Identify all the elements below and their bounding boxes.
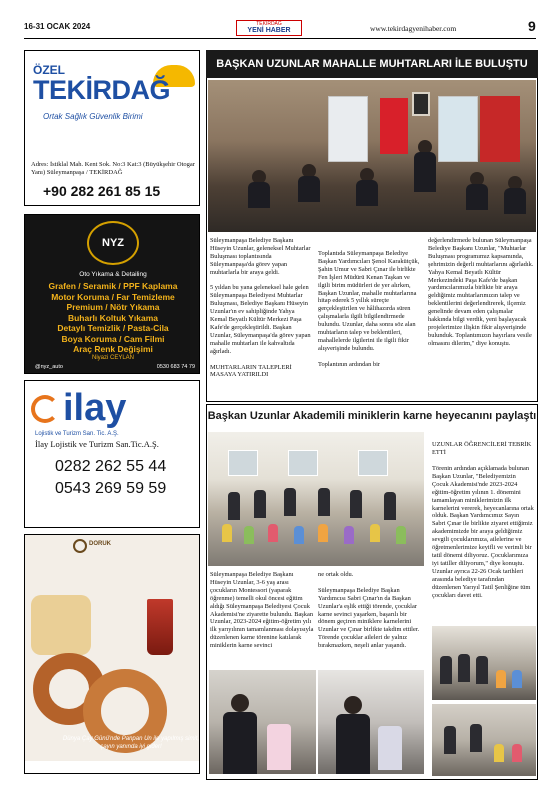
article-2-headline: Başkan Uzunlar Akademili miniklerin karne heyecanını paylaştı	[207, 410, 537, 422]
attendee	[458, 654, 470, 682]
ad-phone-2: 0543 269 59 59	[55, 480, 167, 497]
masthead-logo-main: YENİ HABER	[247, 27, 291, 34]
parent	[254, 490, 266, 518]
ad-owner: Niyazi CEYLAN	[91, 355, 134, 361]
deputy-mayor	[344, 696, 362, 714]
ilay-swoosh-icon	[31, 395, 59, 423]
service-item: Araç Renk Değişimi	[73, 344, 153, 354]
article-2-photo-ceremony	[432, 704, 536, 776]
doruk-brand: DORUK	[89, 541, 111, 547]
article-2-column-2: ne ortak oldu. Süleymanpaşa Belediye Başkan Yardımcısı Sabri Çınar'ın da Başkan Uzunlar'a eşlik ettiği törende, çocuklar karne sevinci yaşarken, başarılı bir dönem geçiren miniklere karnelerini Uzunlar ve Çınar birlikte takdim ettiler. Törende çocuklar aileleri de yalnız bırakmazken, neşeli anlar yaşandı.	[318, 571, 420, 650]
masthead-logo	[236, 20, 302, 36]
attendee	[470, 724, 482, 752]
page-number: 9	[528, 18, 536, 34]
child	[344, 526, 354, 544]
ad-ilay-lojistik[interactable]	[24, 380, 200, 528]
attendee	[466, 184, 488, 210]
article-2-photo-mayor-child	[209, 670, 316, 774]
wheat-image	[31, 595, 91, 655]
backdrop-banner	[480, 96, 520, 162]
ad-ozel-tekirdag-osgb[interactable]	[24, 50, 200, 206]
parent	[228, 492, 240, 520]
ad-doruk-simit[interactable]	[24, 534, 200, 774]
service-item: Boya Koruma / Cam Filmi	[61, 333, 165, 344]
attendee	[504, 188, 526, 214]
child	[512, 670, 522, 688]
ad-slogan: Dünya Çay Günü'nde Panpan Un ile yapılmış simit, çayın yanında iyi gider!	[62, 736, 200, 750]
classroom-window	[358, 450, 388, 476]
service-item: Motor Koruma / Far Temizleme	[51, 291, 175, 302]
service-item: Grafen / Seramik / PPF Kaplama	[48, 281, 178, 291]
backdrop-banner	[328, 96, 368, 162]
parent	[384, 492, 396, 520]
article-1-headline: BAŞKAN UZUNLAR MAHALLE MUHTARLARI İLE BULUŞTU	[206, 50, 538, 78]
ad-phone: 0530 683 74 79	[156, 364, 195, 370]
turkish-flag	[380, 98, 408, 154]
ad-phone: +90 282 261 85 15	[43, 183, 161, 199]
article-2-photo	[208, 432, 424, 566]
header-divider	[24, 38, 536, 39]
ad-subtitle: Ortak Sağlık Güvenlik Birimi	[43, 112, 143, 121]
mayor	[231, 694, 249, 712]
child	[244, 526, 254, 544]
ad-phone-1: 0282 262 55 44	[55, 458, 167, 475]
child	[378, 726, 402, 770]
nyz-logo-text: NYZ	[102, 237, 124, 249]
article-2-subheading: UZUNLAR ÖĞRENCİLERİ TEBRİK ETTİ	[432, 441, 532, 456]
tea-glass-image	[147, 599, 173, 655]
ad-footer-strip	[25, 761, 200, 774]
ad-company-name: İlay Lojistik ve Turizm San.Tic.A.Ş.	[35, 439, 159, 449]
article-2-column-3: Törenin ardından açıklamada bulunan Başkan Uzunlar, "Belediyemizin Çocuk Akademisi'nde 2023-2024 eğitim-öğretim yılının 1. dönemini tamamlayan miniklerimizin ilk karnelerini vererek, heyecanlarına ortak olduk. Başkan Yardımcımız Sayın Sabri Çınar ile birlikte ziyaret ettiğimiz akademimizde bir araya geldiğimiz sevgili çocuklarımıza, ailelerine ve öğretmenlerimize keyifli ve verimli bir tatil dönemi diliyoruz. Çocuklarımıza iyi tatiller diliyorum," diye konuştu. Uzunlar ayrıca 22-26 Ocak tarihleri arasında belediye tarafından düzenlenen Yarıyıl Tatil Şenliğine tüm çocukları davet etti.	[432, 465, 534, 599]
ad-brand-main: TEKİRDAĞ	[33, 75, 170, 105]
wall-portrait	[412, 92, 430, 116]
child	[512, 744, 522, 762]
child	[294, 526, 304, 544]
instagram-handle[interactable]: @nyz_auto	[35, 364, 63, 370]
service-list	[25, 281, 201, 344]
service-item: Buharlı Koltuk Yıkama	[67, 312, 159, 323]
attendee	[476, 656, 488, 684]
website-url[interactable]: www.tekirdagyenihaber.com	[370, 24, 457, 33]
ad-contact	[35, 364, 195, 370]
doruk-logo-icon	[73, 539, 87, 553]
article-1-column-1: Süleymanpaşa Belediye Başkanı Hüseyin Uzunlar, geleneksel Muhtarlar Buluşması toplantısında Süleymanpaşa'da görev yapan muhtarlarla bir araya geldi. 5 yıldan bu yana geleneksel hale gelen Süleymanpaşa Belediyesi Muhtarlar Buluşması, Belediye Başkanı Hüseyin Uzunlar'ın ev sahipliğinde Yahya Kemal Beyatlı Kültür Merkezi Paşa Kafe'de gerçekleştirildi. Başkan Uzunlar, Süleymanpaşa'da görev yapan mahalle muhtarları ile kahvaltıda ağırladı. MUHTARLARIN TALEPLERİ MASAYA YATIRILDI	[210, 237, 311, 379]
ad-nyz-auto[interactable]	[24, 214, 200, 374]
mayor	[223, 712, 257, 774]
service-item: Premium / Nötr Yıkama	[66, 302, 160, 312]
issue-date: 16-31 OCAK 2024	[24, 22, 91, 31]
child	[396, 526, 406, 544]
child	[370, 524, 380, 542]
speaker	[414, 152, 436, 192]
ad-title: Oto Yıkama & Detailing	[79, 271, 147, 278]
article-2-photo-deputy-child	[318, 670, 424, 774]
classroom-window	[288, 450, 318, 476]
ad-tagline: Lojistik ve Turizm San. Tic. A.Ş.	[35, 431, 119, 437]
article-2-photo-group	[432, 626, 536, 700]
attendee	[440, 656, 452, 684]
classroom-window	[228, 450, 258, 476]
child	[496, 670, 506, 688]
parent	[284, 488, 296, 516]
child	[222, 524, 232, 542]
masthead-logo-small: TEKİRDAĞ	[256, 21, 282, 27]
article-1-column-3: değerlendirmede bulunan Süleymanpaşa Belediye Başkanı Uzunlar, "Muhtarlar Buluşması programımız kapsamında, şehrimizin değerli muhtarlarını ağırladık. Yahya Kemal Beyatlı Kültür Merkezindeki Paşa Kafe'de başkan yardımcılarımızla birlikte bir araya geldiğimiz muhtarlarımızın talep ve beklentilerini değerlendirerek, ilçemiz genelinde devam eden çalışmalar hakkında bilgi verdik, yeni başlayacak projelerimize ilişkin fikir alışverişinde bulunduk. Toplantımızın hayırlara vesile olmasını dilerim," diye konuştu.	[428, 237, 534, 347]
deputy-mayor	[336, 714, 370, 774]
parent	[318, 488, 330, 516]
backdrop-banner	[438, 96, 478, 162]
article-2-column-1: Süleymanpaşa Belediye Başkanı Hüseyin Uzunlar, 3-6 yaş arası çocukların Montessori (yaparak öğrenme) temelli okul öncesi eğitim aldığı Süleymanpaşa Belediyesi Çocuk Akademisi'ne ziyarette bulundu. Başkan Uzunlar, 2023-2024 eğitim-öğretim yılı ilk yarıyılının tamamlanması dolayısıyla düzenlenen karne törenine katılarak miniklerin karne sevinci	[210, 571, 314, 650]
service-item-last-wrap	[25, 344, 201, 355]
attendee	[298, 176, 320, 202]
child	[494, 744, 504, 762]
attendee	[248, 182, 270, 208]
service-item: Detaylı Temizlik / Pasta-Cila	[57, 323, 169, 333]
child	[268, 524, 278, 542]
parent	[350, 490, 362, 518]
attendee	[444, 726, 456, 754]
article-1-column-2: Toplantıda Süleymanpaşa Belediye Başkan Yardımcıları Şenol Karakütçük, Şahin Umur ve Sabri Çınar ile birlikte Fen İşleri Müdürü Kenan Taşkan ve ilgili birim müdürleri de yer alırken, Başkan Uzunlar, mahalle muhtarlarına hitap ederek 5 yıllık süreçte gerçekleştirilen ve hâlihazırda süren çalışmalarla ilgili bilgilendirmede bulundu. Uzunlar, daha sonra söz alan muhtarların talep ve beklentileri, mahallelerde ilgilerini ile ilgili fikir alışverişinde bulundu. Toplantının ardından bir	[318, 250, 420, 368]
article-1-photo	[208, 80, 536, 232]
ad-brand-top: ÖZEL	[33, 63, 65, 77]
ad-address: Adres: İstiklal Mah. Kent Sok. No:3 Kat:3 (Büyükşehir Otogar Yanı) Süleymanpaşa / TEKİRDAĞ	[31, 161, 195, 176]
ilay-logo: ilay	[63, 387, 127, 429]
child	[267, 724, 291, 770]
attendee	[356, 180, 378, 206]
child	[318, 524, 328, 542]
